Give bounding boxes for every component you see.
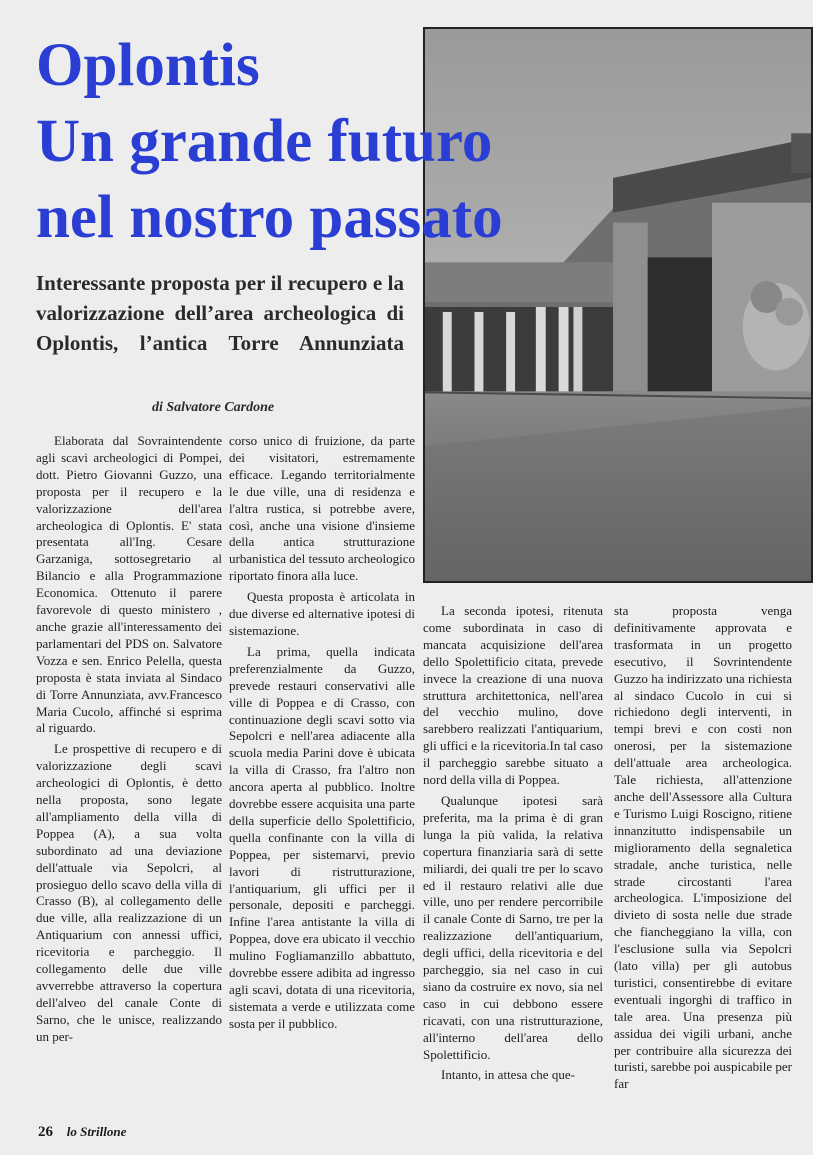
paragraph: sta proposta venga definitivamente approvata e trasformata in un progetto esecutivo, il Sovrintendente Guzzo ha indirizzato una richiesta al sindaco Cucolo in cui si richiedono degli interventi, in tempi brevi e con costi non onerosi, per la sistemazione dell'attuale area archeologica. Tale richiesta, all'attenzione anche dell'Assessore alla Cultura e Turismo Luigi Roscigno, ritiene innanzitutto indispensabile un miglioramento della segnaletica stradale, anche turistica, nelle strade circostanti l'area archeologica. L'imposizione del divieto di sosta nelle due strade che fiancheggiano la villa, con l'esclusione sulla via Sepolcri (lato villa) per gli autobus turistici, consentirebbe di evitare eventuali ingorghi di traffico in tale area. Una presenza più assidua dei vigili urbani, anche per contribuire alla sicurezza dei turisti, sarebbe poi auspicabile per far bbox=[614, 603, 792, 1092]
text-column-4 bbox=[614, 603, 792, 1123]
text-column-3 bbox=[423, 603, 603, 1123]
paragraph: La seconda ipotesi, ritenuta come subordinata in caso di mancata acquisizione dell'area dello Spolettificio citata, prevede invece la creazione di una nuova struttura architettonica, nell'area del vecchio mulino, dove sarebbero realizzati l'antiquarium, gli uffici e la ricevitoria.In tal caso il parcheggio sarebbe situato a nord della villa di Poppea. bbox=[423, 603, 603, 788]
paragraph: Elaborata dal Sovraintendente agli scavi archeologici di Pompei, dott. Pietro Giovanni Guzzo, una proposta per il recupero e la valorizzazione dell'area archeologica di Oplontis. E' stata presentata all'Ing. Cesare Garzaniga, sottosegretario al Bilancio e alla Programmazione Economica. Ottenuto il parere favorevole di questo ministero , anche grazie all'interessamento dei parlamentari del PDS on. Salvatore Vozza e sen. Enrico Pelella, questa proposta è stata inviata al Sindaco di Torre Annunziata, avv.Francesco Maria Cucolo, affinché si esprima al riguardo. bbox=[36, 433, 222, 736]
magazine-name: lo Strillone bbox=[66, 1124, 127, 1139]
article-title bbox=[36, 28, 596, 256]
page-footer bbox=[38, 1124, 126, 1141]
paragraph: Intanto, in attesa che que- bbox=[441, 1067, 575, 1083]
title-line-2: Un grande futuro bbox=[36, 108, 493, 175]
text-column-1 bbox=[36, 433, 222, 1123]
paragraph: Questa proposta è articolata in due diverse ed alternative ipotesi di sistemazione. bbox=[229, 589, 415, 638]
title-line-3: nel nostro passato bbox=[36, 184, 503, 251]
paragraph: La prima, quella indicata preferenzialmente da Guzzo, prevede restauri conservativi alle ville di Poppea e di Crasso, con continuazione degli scavi sotto via Sepolcri e nell'area adiacente alla scuola media Parini dove è ubicata la villa di Crasso, fra l'altro non ancora aperta al pubblico. Inoltre dovrebbe essere acquisita una parte della superficie dello Spolettificio, quella confinante con la villa di Poppea, per sistemarvi, previo lavori di ristrutturazione, l'antiquarium, gli uffici per il personale, depositi e parcheggi. Infine l'area antistante la villa di Poppea, dove era ubicato il vecchio mulino Fogliamanzillo abbattuto, dovrebbe essere adibita ad ingresso agli scavi, dotata di una ricevitoria, sistemata a verde e utilizzata come sosta per il pubblico. bbox=[229, 643, 415, 1031]
paragraph: Qualunque ipotesi sarà preferita, ma la prima è di gran lunga la più valida, la relativa copertura finanziaria sarà di sette miliardi, dei quali tre per lo scavo ed il restauro relativi alle due ville, uno per rendere percorribile il canale Conte di Sarno, tre per la realizzazione dell'antiquarium, degli uffici, della ricevitoria e del parcheggio, sia nel caso in cui siano da costruire ex novo, sia nel caso in cui debbono essere ricavati, con una ristrutturazione, all'interno dell'area dello Spolettificio. bbox=[423, 792, 603, 1062]
page-number: 26 bbox=[38, 1124, 53, 1140]
title-line-1: Oplontis bbox=[36, 32, 260, 99]
text-column-2 bbox=[229, 433, 415, 1123]
paragraph: corso unico di fruizione, da parte dei visitatori, estremamente efficace. Legando territorialmente le due ville, una di residenza e l'altra rustica, si potrebbe avere, così, anche una visione d'insieme della antica strutturazione urbanistica del tessuto archeologico riportato finora alla luce. bbox=[229, 433, 415, 584]
article-subtitle: Interessante proposta per il recupero e la valorizzazione dell’area archeologica di Oplontis, l’antica Torre Annunziata bbox=[36, 271, 404, 355]
author-byline: di Salvatore Cardone bbox=[152, 400, 275, 415]
paragraph: Le prospettive di recupero e di valorizzazione degli scavi archeologici di Oplontis, è detto nella proposta, sono legate all'ampliamento della villa di Poppea (A), a sua volta subordinato ad una deviazione dell'attuale via Sepolcri, al prosieguo dello scavo della villa di Crasso (B), al collegamento delle due ville, alla realizzazione di un Antiquarium con annessi uffici, ricevitoria e parcheggio. Il collegamento delle due ville avverrebbe attraverso la copertura dell'alveo del canale Conte di Sarno, che le unisce, realizzando un per- bbox=[36, 741, 222, 1044]
